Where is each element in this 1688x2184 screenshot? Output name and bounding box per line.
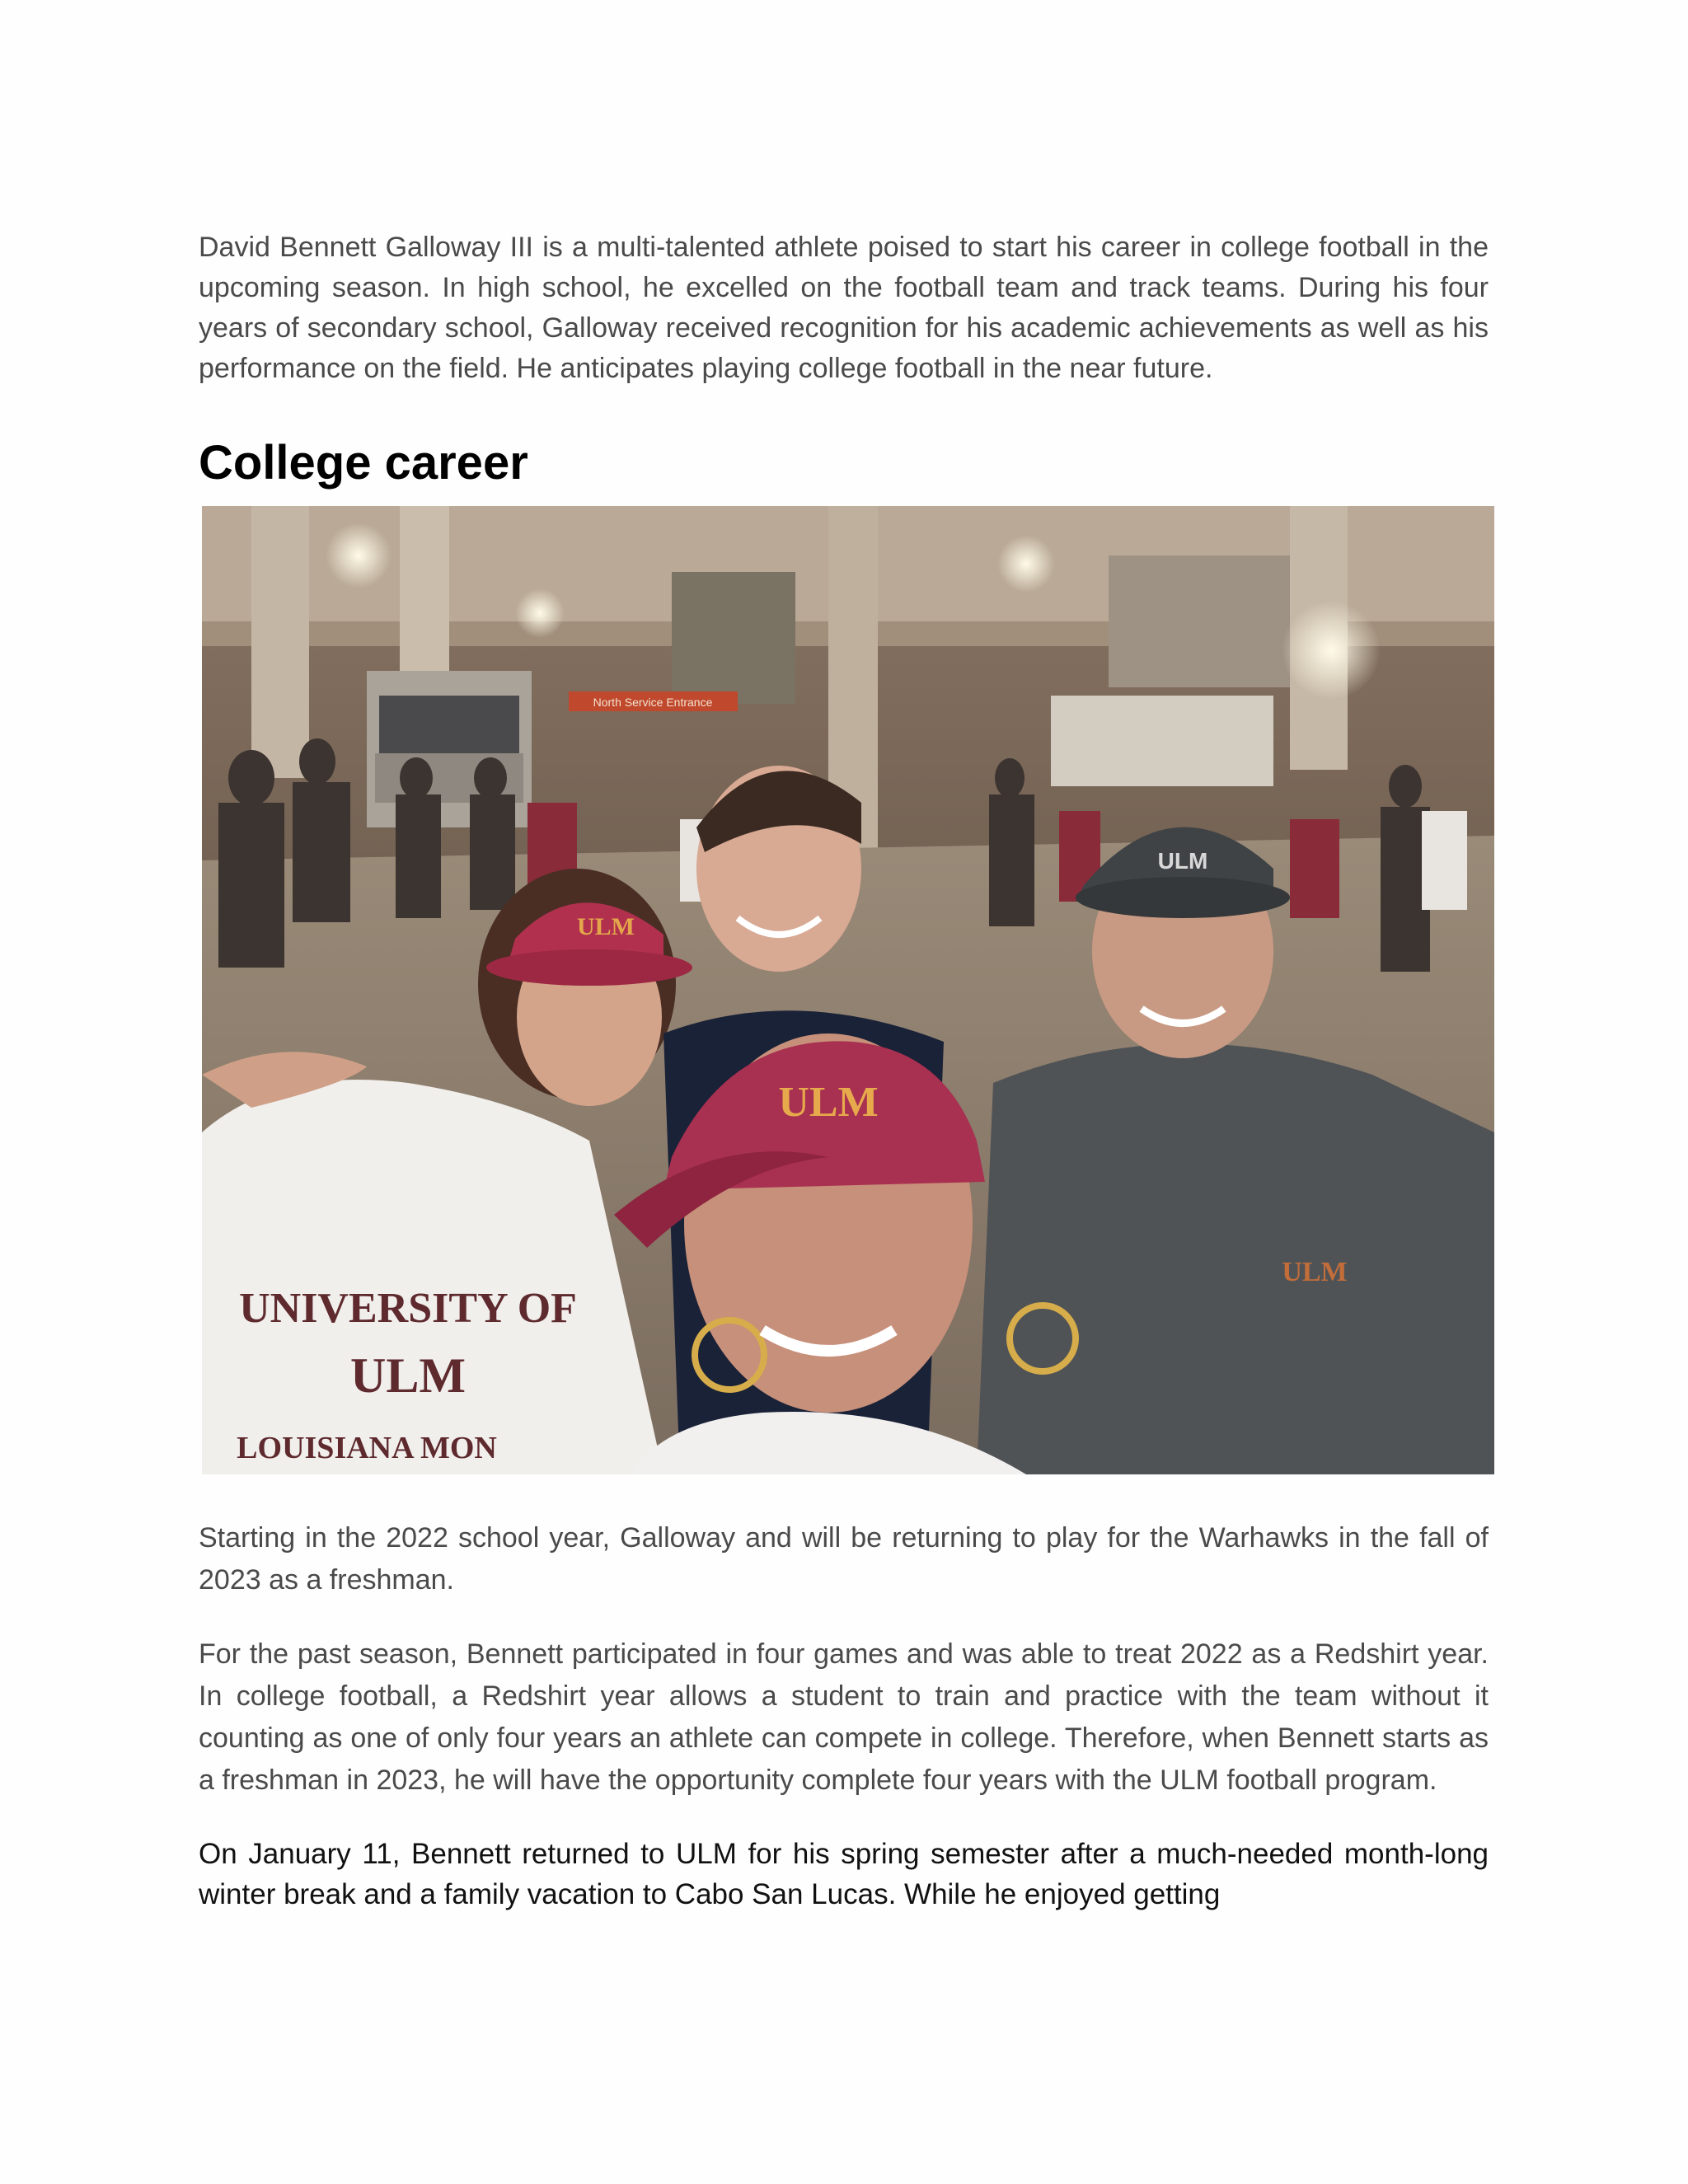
left-cap-logo: ULM (577, 913, 635, 940)
right-cap-logo: ULM (1157, 848, 1208, 874)
shirt-text-line3: LOUISIANA MON (237, 1431, 497, 1465)
family-photo (202, 506, 1494, 1474)
shirt-text-line2: ULM (350, 1348, 466, 1403)
paragraph-2: For the past season, Bennett participated in four games and was able to treat 2022 as a Redshirt year. In college football, a Redshirt year allows a student to train and practice with the team without it counting as one of only four years an athlete can compete in college. Therefore, when Bennett starts as a freshman in 2023, he will have the opportunity complete four years with the ULM football program. (199, 1638, 1489, 1796)
section-heading: College career (199, 436, 528, 490)
entrance-sign-text: North Service Entrance (593, 696, 713, 709)
svg-text:ULM: ULM (1282, 1257, 1348, 1287)
paragraph-1: Starting in the 2022 school year, Galloway and will be returning to play for the Warhawks in the fall of 2023 as a freshman. (199, 1522, 1489, 1596)
paragraph-3: On January 11, Bennett returned to ULM for his spring semester after a much-needed month-long winter break and a family vacation to Cabo San Lucas. While he enjoyed getting (199, 1838, 1489, 1910)
document-content (199, 227, 1489, 1915)
front-cap-logo: ULM (778, 1079, 879, 1126)
intro-paragraph: David Bennett Galloway III is a multi-talented athlete poised to start his career in college football in the upcoming season. In high school, he excelled on the football team and track teams. During his four years of secondary school, Galloway received recognition for his academic achievements as well as his performance on the field. He anticipates playing college football in the near future. (199, 232, 1489, 384)
shirt-text-line1: UNIVERSITY OF (239, 1285, 577, 1332)
